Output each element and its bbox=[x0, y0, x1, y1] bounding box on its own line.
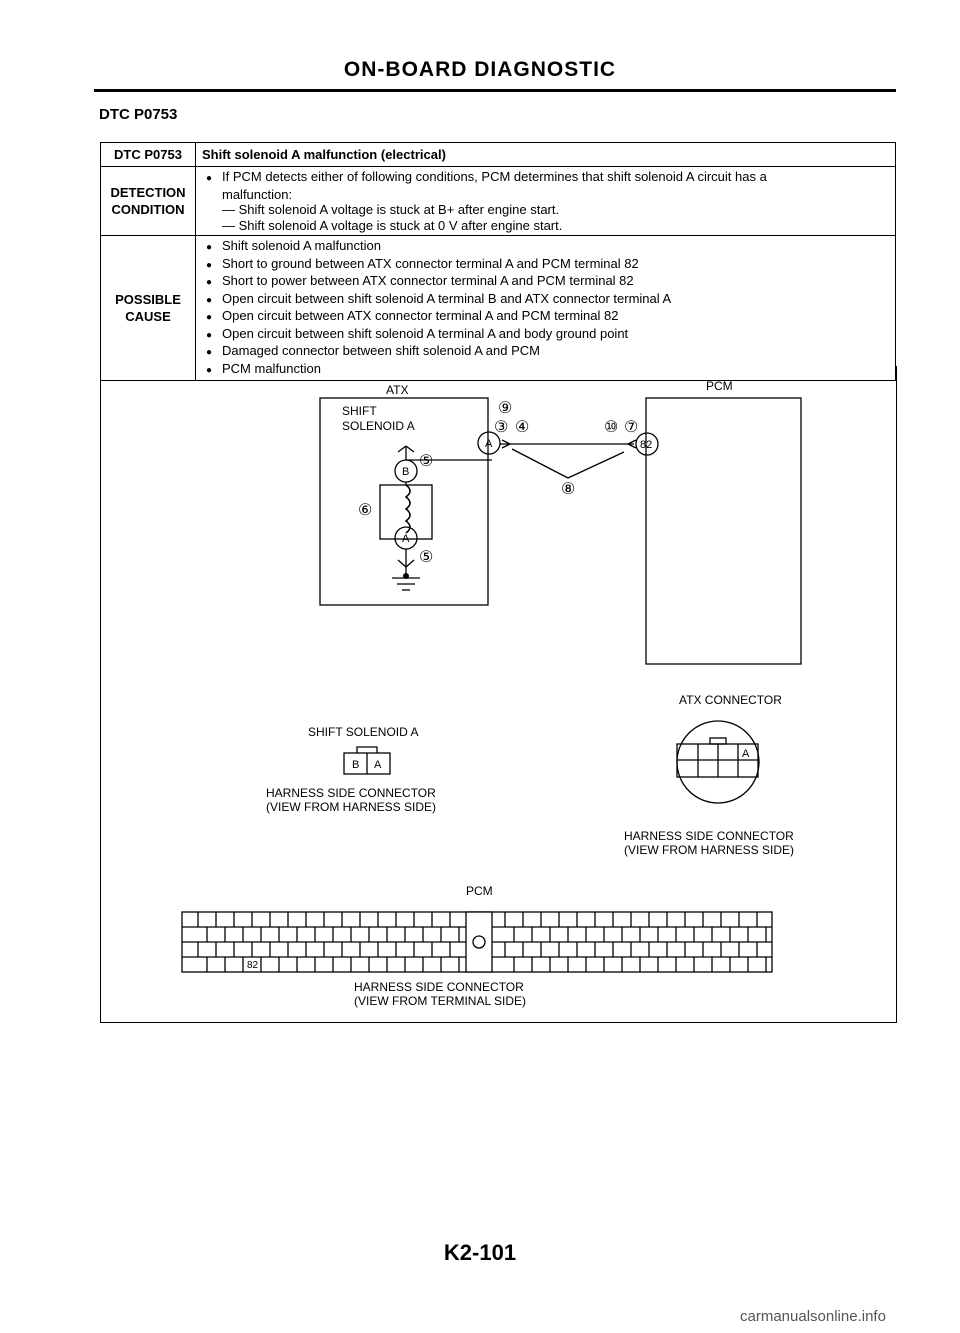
detection-label-line1: DETECTION bbox=[110, 185, 186, 200]
pcm-82-label: 82 bbox=[247, 960, 259, 971]
page-number: K2-101 bbox=[443, 1240, 517, 1265]
ref-3: ③ bbox=[494, 419, 509, 436]
cause-item: ● Shift solenoid A malfunction bbox=[206, 238, 889, 256]
solenoid-terminal-b: B bbox=[402, 466, 410, 478]
detection-line: — Shift solenoid A voltage is stuck at B+ after engine start. bbox=[222, 202, 560, 217]
cause-item: ● Short to ground between ATX connector terminal A and PCM terminal 82 bbox=[206, 256, 889, 274]
dtc-title: DTC P0753 bbox=[99, 106, 178, 123]
cause-label-line1: POSSIBLE bbox=[115, 292, 181, 307]
ref-8: ⑧ bbox=[561, 481, 576, 498]
cause-item: ● PCM malfunction bbox=[206, 361, 889, 379]
view-terminal-label: (VIEW FROM TERMINAL SIDE) bbox=[354, 994, 527, 1008]
ref-5-top: ⑤ bbox=[419, 453, 434, 470]
solenoid-terminal-a: A bbox=[402, 533, 410, 545]
dtc-code-cell: DTC P0753 bbox=[101, 143, 196, 167]
solenoid-label: SOLENOID A bbox=[342, 419, 415, 433]
terminal-82: 82 bbox=[640, 439, 653, 451]
ref-4: ④ bbox=[515, 419, 530, 436]
view-harness-label-1: (VIEW FROM HARNESS SIDE) bbox=[266, 800, 437, 814]
atx-connector-label: ATX CONNECTOR bbox=[679, 693, 782, 707]
cause-item: ● Open circuit between shift solenoid A terminal B and ATX connector terminal A bbox=[206, 291, 889, 309]
ref-7: ⑦ bbox=[624, 419, 639, 436]
shift-label: SHIFT bbox=[342, 404, 377, 418]
cause-item: ● Open circuit between ATX connector terminal A and PCM terminal 82 bbox=[206, 308, 889, 326]
terminal-a: A bbox=[485, 438, 493, 450]
pcm-box bbox=[646, 398, 801, 664]
shift-solenoid-label: SHIFT SOLENOID A bbox=[308, 725, 419, 739]
conn-b-label: B bbox=[352, 759, 360, 771]
cause-item: ● Damaged connector between shift solenoid A and PCM bbox=[206, 343, 889, 361]
harness-label-2: HARNESS SIDE CONNECTOR bbox=[624, 829, 794, 843]
watermark: carmanualsonline.info bbox=[740, 1308, 886, 1325]
page-header: ON-BOARD DIAGNOSTIC bbox=[343, 58, 617, 81]
harness-label-1: HARNESS SIDE CONNECTOR bbox=[266, 786, 436, 800]
harness-label-3: HARNESS SIDE CONNECTOR bbox=[354, 980, 524, 994]
ref-5-bottom: ⑤ bbox=[419, 549, 434, 566]
detection-line: — Shift solenoid A voltage is stuck at 0 V after engine start. bbox=[222, 217, 563, 233]
atx-conn-a-label: A bbox=[742, 748, 750, 760]
atx-label: ATX bbox=[386, 383, 409, 397]
detection-label-line2: CONDITION bbox=[111, 202, 185, 217]
cause-item: ● Short to power between ATX connector terminal A and PCM terminal 82 bbox=[206, 273, 889, 291]
cause-label-line2: CAUSE bbox=[125, 309, 171, 324]
detection-line: ● If PCM detects either of following conditions, PCM determines that shift solenoid A circuit has a bbox=[206, 169, 889, 187]
cause-item: ● Open circuit between shift solenoid A terminal A and body ground point bbox=[206, 326, 889, 344]
ref-6: ⑥ bbox=[358, 502, 373, 519]
pcm-label: PCM bbox=[706, 379, 733, 393]
detection-line: malfunction: bbox=[222, 186, 293, 202]
view-harness-label-2: (VIEW FROM HARNESS SIDE) bbox=[624, 843, 795, 857]
ref-10: ⑩ bbox=[604, 419, 619, 436]
pcm-connector-label: PCM bbox=[466, 884, 493, 898]
conn-a-label: A bbox=[374, 759, 382, 771]
dtc-description: Shift solenoid A malfunction (electrical) bbox=[196, 143, 896, 167]
ref-9: ⑨ bbox=[498, 400, 513, 417]
